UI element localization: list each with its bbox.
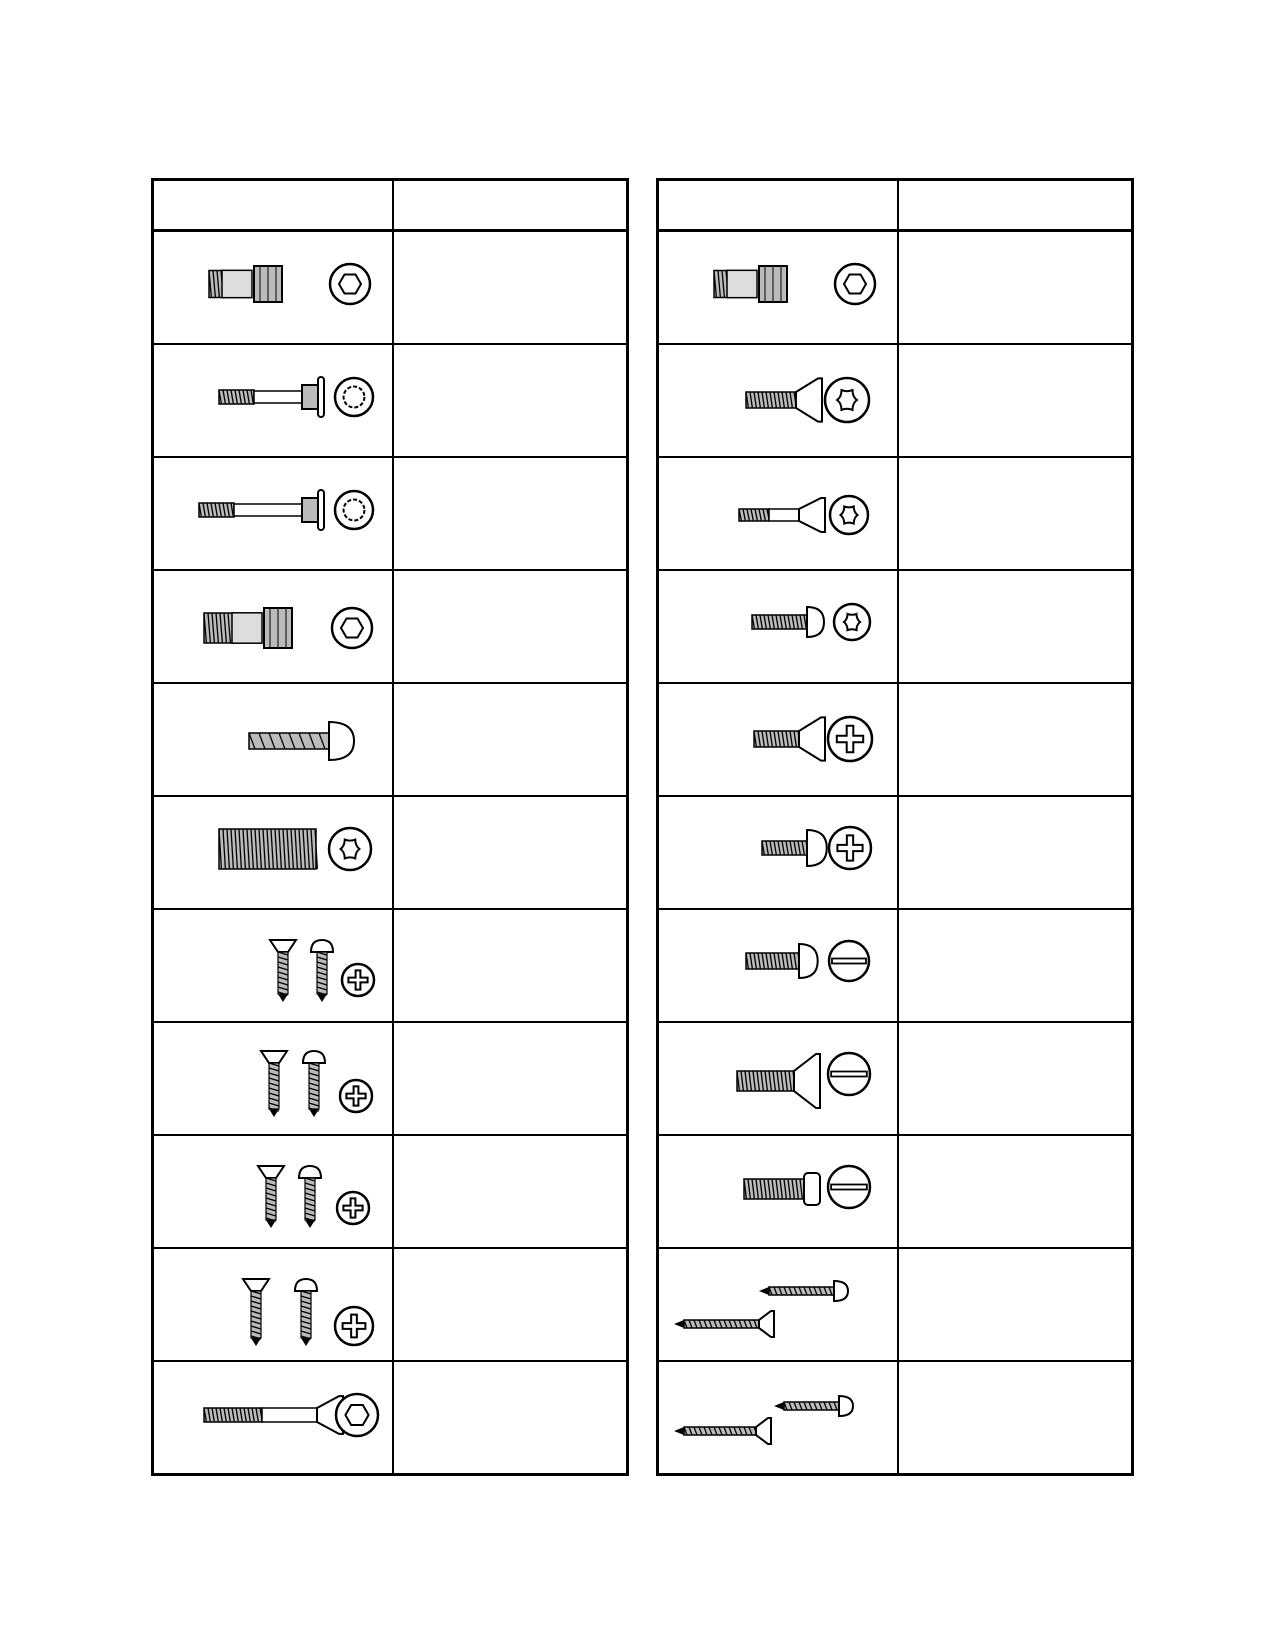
table-row xyxy=(659,684,1131,797)
header-cell-description xyxy=(394,181,626,229)
fastener-table-right xyxy=(656,178,1134,1476)
fastener-illustration-cell xyxy=(659,1249,899,1360)
header-cell-illustration xyxy=(659,181,899,229)
pan-head-slotted-screw-icon xyxy=(659,910,897,1024)
fastener-illustration-cell xyxy=(154,1249,394,1360)
table-row xyxy=(659,1136,1131,1249)
sheet-metal-screw-pair-phillips-large-icon xyxy=(154,1249,392,1363)
fastener-description-cell xyxy=(899,571,1131,682)
fastener-description-cell xyxy=(394,684,626,795)
fastener-illustration-cell xyxy=(659,571,899,682)
table-row xyxy=(154,571,626,684)
table-header-row xyxy=(659,181,1131,232)
socket-head-cap-screw-hex-icon xyxy=(154,232,392,346)
flat-head-slotted-screw-icon xyxy=(659,1023,897,1137)
fastener-description-cell xyxy=(394,571,626,682)
fastener-description-cell xyxy=(394,797,626,908)
table-header-row xyxy=(154,181,626,232)
fastener-table-left xyxy=(151,178,629,1476)
table-row xyxy=(154,458,626,571)
table-row xyxy=(154,345,626,458)
fastener-illustration-cell xyxy=(659,1136,899,1247)
table-row xyxy=(154,1023,626,1136)
table-row xyxy=(659,1362,1131,1473)
fastener-description-cell xyxy=(394,1023,626,1134)
table-row xyxy=(659,1249,1131,1362)
wood-screw-pair-slotted-icon xyxy=(659,1249,897,1363)
fastener-description-cell xyxy=(394,1362,626,1473)
set-screw-torx-icon xyxy=(154,797,392,911)
sheet-metal-screw-pair-phillips-small-icon xyxy=(154,910,392,1024)
fastener-illustration-cell xyxy=(154,232,394,343)
long-flat-head-torx-screw-icon xyxy=(659,458,897,572)
socket-head-cap-screw-hex-icon xyxy=(659,232,897,346)
pan-head-phillips-screw-icon xyxy=(659,797,897,911)
table-row xyxy=(154,1249,626,1362)
table-row xyxy=(659,345,1131,458)
fastener-description-cell xyxy=(394,910,626,1021)
sheet-metal-screw-pair-phillips-medium2-icon xyxy=(154,1136,392,1250)
wood-screw-pair-slotted-small-icon xyxy=(659,1362,897,1476)
flat-head-torx-screw-icon xyxy=(659,345,897,459)
fastener-description-cell xyxy=(899,797,1131,908)
fastener-illustration-cell xyxy=(659,1023,899,1134)
fastener-description-cell xyxy=(899,458,1131,569)
fastener-description-cell xyxy=(899,1023,1131,1134)
fastener-description-cell xyxy=(899,684,1131,795)
fastener-illustration-cell xyxy=(154,684,394,795)
fastener-description-cell xyxy=(899,910,1131,1021)
fastener-illustration-cell xyxy=(154,1362,394,1473)
fastener-illustration-cell xyxy=(154,797,394,908)
fastener-description-cell xyxy=(394,1249,626,1360)
fastener-illustration-cell xyxy=(659,910,899,1021)
fastener-illustration-cell xyxy=(659,1362,899,1473)
fastener-illustration-cell xyxy=(154,571,394,682)
fillister-head-slotted-screw-icon xyxy=(659,1136,897,1250)
fastener-description-cell xyxy=(394,1136,626,1247)
table-row xyxy=(154,1136,626,1249)
fastener-illustration-cell xyxy=(154,910,394,1021)
header-cell-description xyxy=(899,181,1131,229)
table-row xyxy=(659,797,1131,910)
pan-head-torx-screw-icon xyxy=(659,571,897,685)
sheet-metal-screw-pair-phillips-medium-icon xyxy=(154,1023,392,1137)
table-row xyxy=(154,910,626,1023)
fastener-illustration-cell xyxy=(659,684,899,795)
table-row xyxy=(154,232,626,345)
fastener-illustration-cell xyxy=(154,345,394,456)
table-row xyxy=(659,1023,1131,1136)
fastener-description-cell xyxy=(899,1249,1131,1360)
round-head-self-tapping-screw-icon xyxy=(154,684,392,798)
fastener-illustration-cell xyxy=(659,232,899,343)
fastener-illustration-cell xyxy=(659,797,899,908)
flange-bolt-torx-icon xyxy=(154,345,392,459)
fastener-description-cell xyxy=(899,232,1131,343)
fastener-description-cell xyxy=(899,345,1131,456)
table-row xyxy=(659,571,1131,684)
fastener-illustration-cell xyxy=(659,458,899,569)
header-cell-illustration xyxy=(154,181,394,229)
table-row xyxy=(154,797,626,910)
oval-head-phillips-screw-icon xyxy=(659,684,897,798)
fastener-description-cell xyxy=(394,232,626,343)
fastener-illustration-cell xyxy=(154,1136,394,1247)
flat-head-hex-socket-bolt-icon xyxy=(154,1362,392,1476)
fastener-illustration-cell xyxy=(154,1023,394,1134)
table-row xyxy=(659,232,1131,345)
fastener-description-cell xyxy=(394,345,626,456)
socket-head-cap-screw-hex-large-icon xyxy=(154,571,392,685)
table-row xyxy=(154,1362,626,1473)
table-row xyxy=(154,684,626,797)
fastener-illustration-cell xyxy=(659,345,899,456)
table-row xyxy=(659,458,1131,571)
table-row xyxy=(659,910,1131,1023)
fastener-description-cell xyxy=(899,1362,1131,1473)
fastener-description-cell xyxy=(899,1136,1131,1247)
long-flange-bolt-torx-icon xyxy=(154,458,392,572)
fastener-description-cell xyxy=(394,458,626,569)
fastener-illustration-cell xyxy=(154,458,394,569)
